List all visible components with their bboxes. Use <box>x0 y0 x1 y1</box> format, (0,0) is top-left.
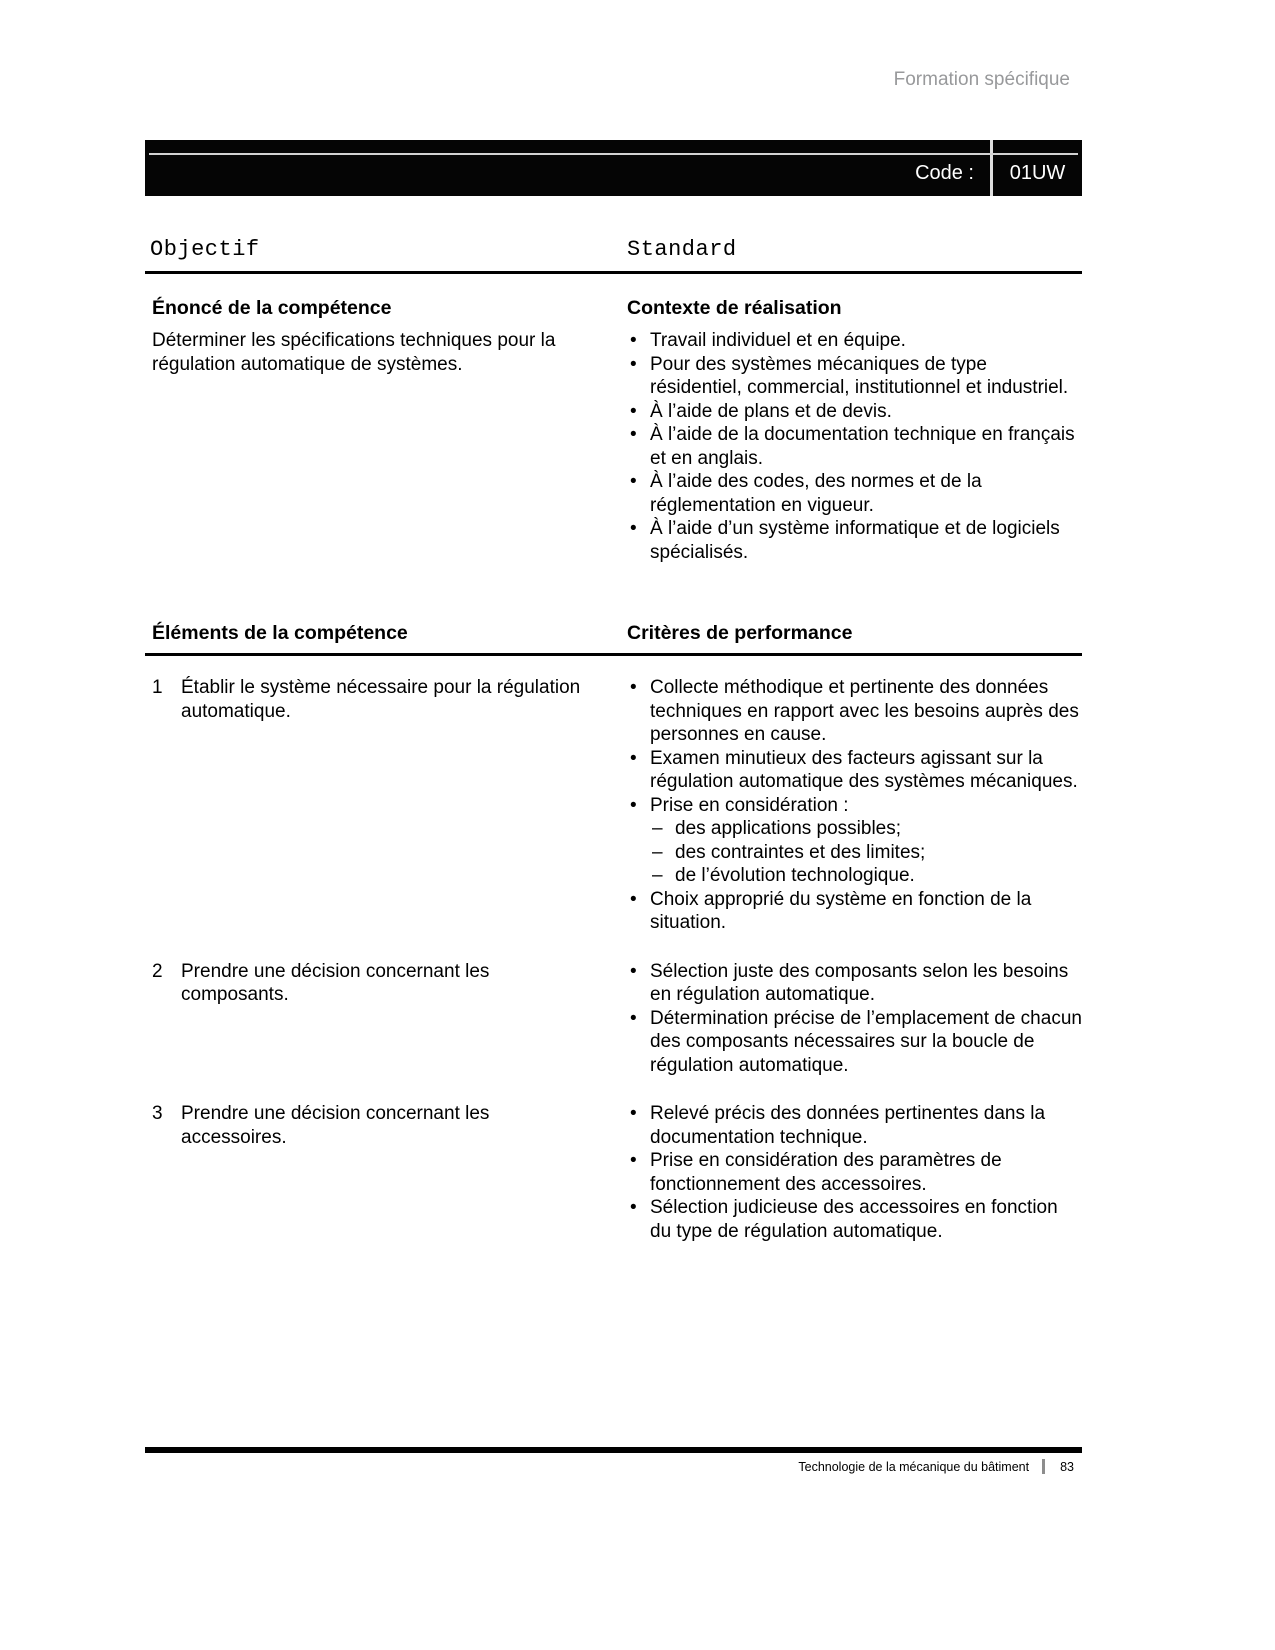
element-cell <box>145 960 627 1078</box>
criteria-list <box>627 960 1082 1078</box>
footer-separator <box>1042 1459 1045 1474</box>
element-row <box>145 960 1082 1078</box>
context-bullet-list <box>627 329 1082 564</box>
objectif-title: Objectif <box>150 237 260 262</box>
bullet-text: Prise en considération : <box>650 794 849 816</box>
element-text: Prendre une décision concernant les composants. <box>181 960 490 1005</box>
contexte-heading: Contexte de réalisation <box>627 297 842 319</box>
element-row <box>145 676 1082 935</box>
footer-title: Technologie de la mécanique du bâtiment <box>798 1459 1030 1474</box>
bullet-item: • Travail individuel et en équipe. <box>627 329 1082 353</box>
bullet-item: • Pour des systèmes mécaniques de type résidentiel, commercial, institutionnel et industriel. <box>627 353 1082 400</box>
bullet-item: • Sélection judicieuse des accessoires en fonction du type de régulation automatique. <box>627 1196 1082 1243</box>
elements-heading: Éléments de la compétence <box>152 622 408 644</box>
bullet-item: • Collecte méthodique et pertinente des données techniques en rapport avec les besoins auprès des personnes en cause. <box>627 676 1082 747</box>
criteria-cell <box>627 960 1082 1078</box>
criteres-heading-cell <box>627 622 1082 645</box>
footer-rule <box>145 1447 1082 1453</box>
enonce-heading: Énoncé de la compétence <box>152 297 392 319</box>
page-number: 83 <box>1060 1459 1074 1474</box>
code-bar <box>145 140 1082 196</box>
element-cell <box>145 1102 627 1243</box>
bullet-item: • À l’aide d’un système informatique et de logiciels spécialisés. <box>627 517 1082 564</box>
element-cell <box>145 676 627 935</box>
code-bar-divider <box>149 153 1078 155</box>
bullet-item: • Examen minutieux des facteurs agissant sur la régulation automatique des systèmes mécaniques. <box>627 747 1082 794</box>
criteria-cell <box>627 1102 1082 1243</box>
section2-headers <box>145 622 1082 656</box>
dash-item: – des applications possibles; <box>650 817 1082 841</box>
competence-statement: Déterminer les spécifications techniques pour la régulation automatique de systèmes. <box>152 330 556 375</box>
running-header: Formation spécifique <box>893 69 1070 90</box>
competence-column <box>145 297 627 564</box>
footer <box>145 1459 1082 1474</box>
bullet-item: • Prise en considération des paramètres de fonctionnement des accessoires. <box>627 1149 1082 1196</box>
code-label: Code : <box>915 161 974 184</box>
bullet-item: • À l’aide de la documentation technique en français et en anglais. <box>627 423 1082 470</box>
criteres-heading: Critères de performance <box>627 622 853 644</box>
column-titles <box>145 237 1082 274</box>
dash-item: – de l’évolution technologique. <box>650 864 1082 888</box>
criteria-list <box>627 676 1082 935</box>
bullet-item: • À l’aide de plans et de devis. <box>627 400 1082 424</box>
bullet-item: • À l’aide des codes, des normes et de la réglementation en vigueur. <box>627 470 1082 517</box>
sub-list <box>650 817 1082 888</box>
dash-item: – des contraintes et des limites; <box>650 841 1082 865</box>
elements-rows <box>145 676 1082 1243</box>
element-number: 1 <box>152 677 163 698</box>
standard-title: Standard <box>627 237 737 262</box>
contexte-column <box>627 297 1082 564</box>
code-value: 01UW <box>990 140 1082 196</box>
elements-heading-cell <box>145 622 627 645</box>
criteria-cell <box>627 676 1082 935</box>
section-competence <box>145 297 1082 564</box>
element-text: Prendre une décision concernant les accessoires. <box>181 1103 490 1148</box>
criteria-list <box>627 1102 1082 1243</box>
element-number: 2 <box>152 960 163 982</box>
bullet-item: • Détermination précise de l’emplacement de chacun des composants nécessaires sur la boucle de régulation automatique. <box>627 1007 1082 1078</box>
bullet-item: • Choix approprié du système en fonction de la situation. <box>627 888 1082 935</box>
bullet-item <box>627 794 1082 888</box>
element-row <box>145 1102 1082 1243</box>
bullet-item: • Relevé précis des données pertinentes dans la documentation technique. <box>627 1102 1082 1149</box>
element-text: Établir le système nécessaire pour la régulation automatique. <box>181 677 581 722</box>
bullet-item: • Sélection juste des composants selon les besoins en régulation automatique. <box>627 960 1082 1007</box>
element-number: 3 <box>152 1103 163 1124</box>
